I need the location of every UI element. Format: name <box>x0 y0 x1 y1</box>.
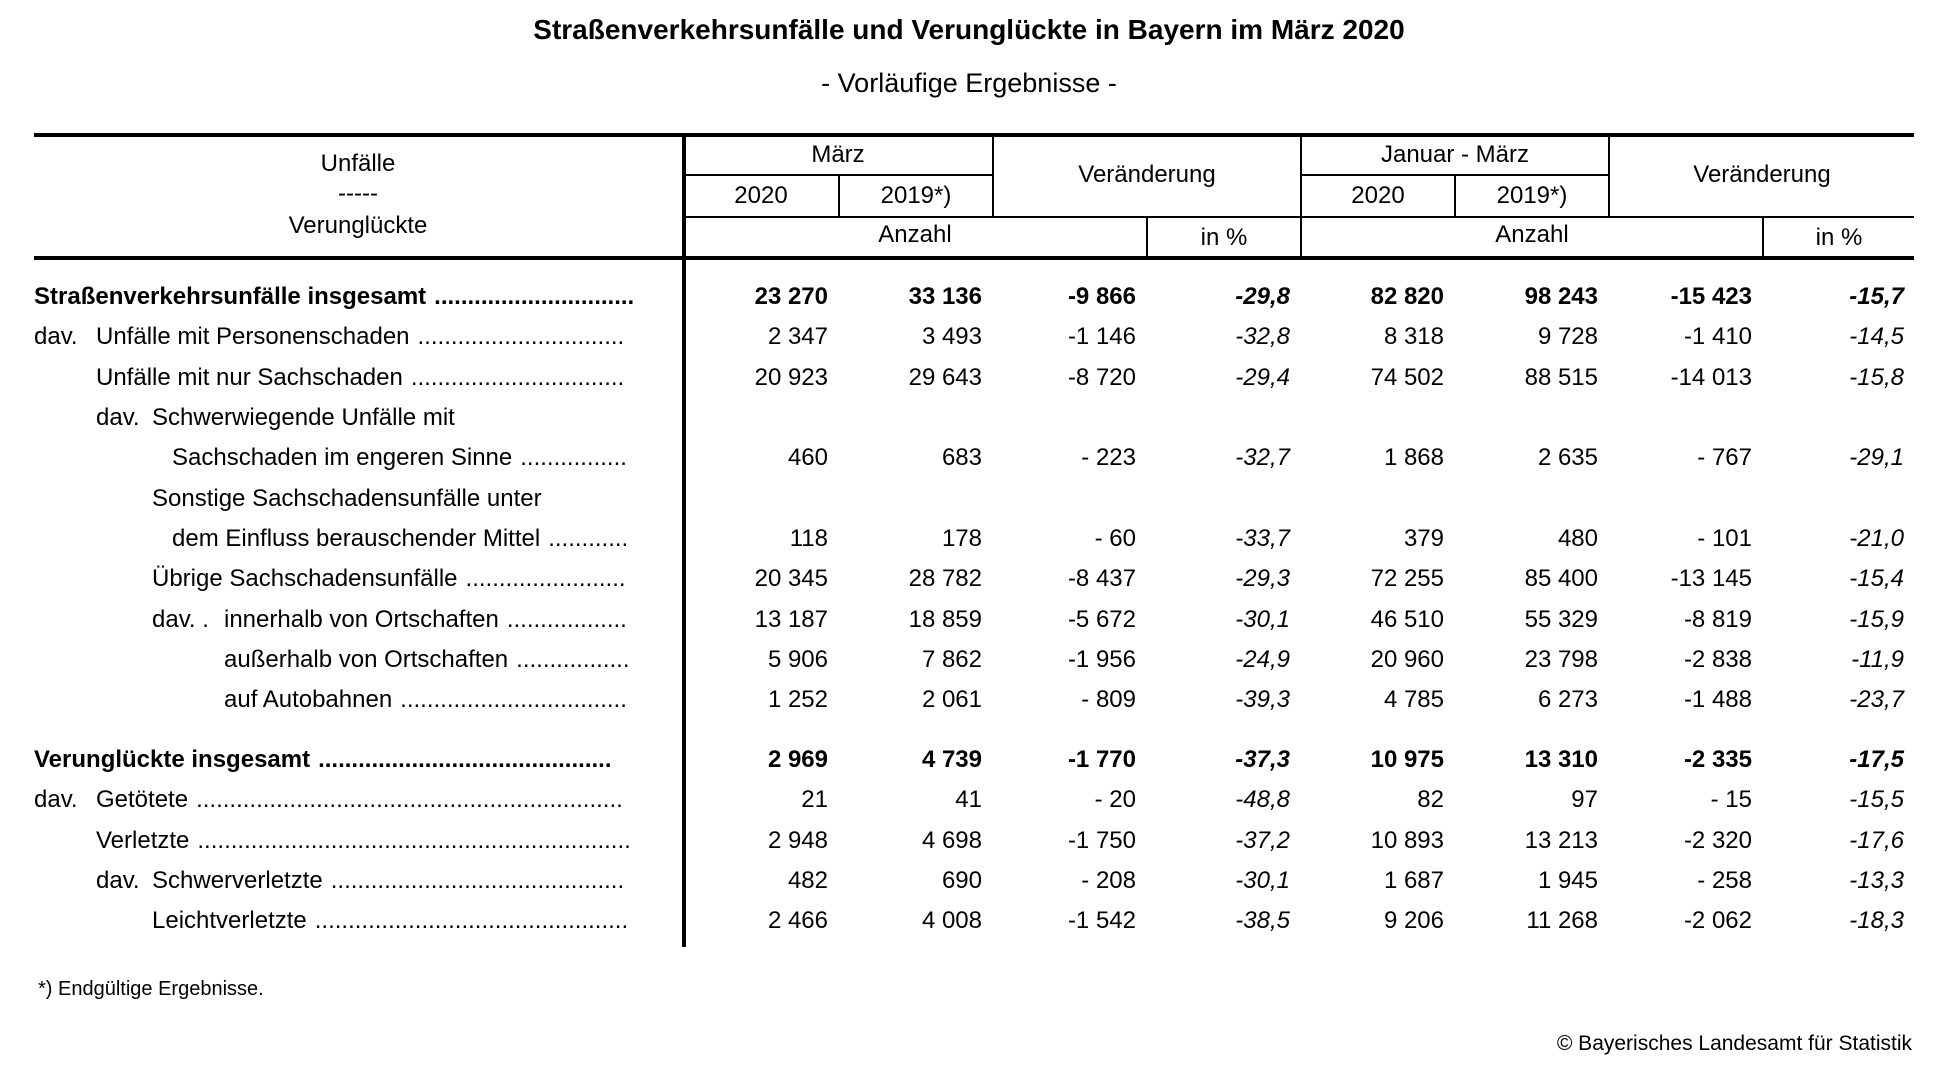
row-value: 8 318 <box>1383 323 1444 350</box>
row-value: 9 728 <box>1537 323 1598 350</box>
header-jan-2020: 2020 <box>1351 182 1405 209</box>
row-label <box>96 780 692 820</box>
row-label-text: Übrige Sachschadensunfälle <box>152 565 458 592</box>
row-value: -29,8 <box>1235 283 1290 310</box>
row-value: -1 410 <box>1683 323 1752 350</box>
row-label <box>152 861 692 901</box>
row-value: 18 859 <box>908 606 982 633</box>
row-value: -15,8 <box>1849 364 1904 391</box>
row-value: 1 868 <box>1383 444 1444 471</box>
row-value: 28 782 <box>908 565 982 592</box>
row-value: -1 146 <box>1067 323 1136 350</box>
row-value: 1 687 <box>1383 867 1444 894</box>
table-row <box>34 901 1914 941</box>
row-prefix: dav. <box>34 323 78 350</box>
row-prefix: dav. <box>96 404 140 431</box>
row-value: -38,5 <box>1235 907 1290 934</box>
row-value: -1 542 <box>1067 907 1136 934</box>
row-value: 482 <box>787 867 828 894</box>
row-label-text: Sachschaden im engeren Sinne <box>172 444 513 471</box>
row-value: 10 975 <box>1370 746 1444 773</box>
header-rule-years <box>684 216 1914 218</box>
row-label-text: dem Einfluss berauschender Mittel <box>172 525 541 552</box>
row-value: 29 643 <box>908 364 982 391</box>
row-value: 20 345 <box>754 565 828 592</box>
row-value: -15,5 <box>1849 786 1904 813</box>
row-value: -37,3 <box>1235 746 1290 773</box>
row-value: -8 720 <box>1067 364 1136 391</box>
row-value: 13 213 <box>1524 827 1598 854</box>
row-value: -14 013 <box>1670 364 1752 391</box>
row-label <box>172 519 692 559</box>
row-value: 11 268 <box>1526 907 1598 934</box>
row-value: -13,3 <box>1849 867 1904 894</box>
row-value: -48,8 <box>1235 786 1290 813</box>
row-value: 4 785 <box>1383 686 1444 713</box>
row-value: 9 206 <box>1383 907 1444 934</box>
row-value: - 20 <box>1094 786 1136 813</box>
row-value: 33 136 <box>908 283 982 310</box>
row-value: -30,1 <box>1235 867 1290 894</box>
row-value: 21 <box>801 786 828 813</box>
row-label-text: Getötete <box>96 786 189 813</box>
row-value: -2 062 <box>1683 907 1752 934</box>
table-row <box>34 740 1914 780</box>
row-value: -15 423 <box>1670 283 1752 310</box>
row-leader-dots: ............................................... <box>314 907 629 934</box>
page-subtitle: - Vorläufige Ergebnisse - <box>821 68 1117 98</box>
row-label <box>152 901 692 941</box>
header-maerz-2019: 2019*) <box>880 182 952 209</box>
row-value: -39,3 <box>1235 686 1290 713</box>
row-label-text: außerhalb von Ortschaften <box>224 646 509 673</box>
row-value: -24,9 <box>1235 646 1290 673</box>
row-label <box>152 559 692 599</box>
row-value: -1 956 <box>1067 646 1136 673</box>
row-value: 6 273 <box>1537 686 1598 713</box>
row-leader-dots: ............................................ <box>318 746 612 773</box>
row-value: -37,2 <box>1235 827 1290 854</box>
row-label <box>96 317 692 357</box>
row-value: -17,5 <box>1849 746 1904 773</box>
table-row <box>34 438 1914 478</box>
row-value: 2 466 <box>767 907 828 934</box>
row-leader-dots: .................................. <box>400 686 627 713</box>
footnote: *) Endgültige Ergebnisse. <box>38 978 264 1000</box>
row-leader-dots: ................ <box>520 444 627 471</box>
row-value: 1 252 <box>767 686 828 713</box>
row-label <box>96 358 692 398</box>
row-value: -8 437 <box>1067 565 1136 592</box>
header-jan-maerz: Januar - März <box>1380 141 1530 168</box>
row-value: -2 335 <box>1683 746 1752 773</box>
row-label <box>224 640 692 680</box>
row-value: -15,9 <box>1849 606 1904 633</box>
row-value: -14,5 <box>1849 323 1904 350</box>
row-value: - 101 <box>1697 525 1752 552</box>
header-change-maerz: Veränderung <box>1078 161 1216 188</box>
row-value: 20 923 <box>754 364 828 391</box>
table-row <box>34 640 1914 680</box>
row-value: 13 187 <box>754 606 828 633</box>
row-value: 4 739 <box>921 746 982 773</box>
row-value: 85 400 <box>1524 565 1598 592</box>
row-value: - 767 <box>1697 444 1752 471</box>
row-label-text: Verletzte <box>96 827 190 854</box>
row-value: - 809 <box>1081 686 1136 713</box>
row-value: -1 750 <box>1067 827 1136 854</box>
row-value: -9 866 <box>1067 283 1136 310</box>
row-leader-dots: ........................ <box>465 565 626 592</box>
row-label <box>172 438 692 478</box>
row-value: 690 <box>941 867 982 894</box>
table-top-rule <box>34 133 1914 137</box>
row-leader-dots: ................................................................ <box>196 786 623 813</box>
row-value: -33,7 <box>1235 525 1290 552</box>
row-value: -32,8 <box>1235 323 1290 350</box>
header-maerz-2020: 2020 <box>734 182 788 209</box>
row-value: 118 <box>789 525 828 552</box>
row-value: 97 <box>1571 786 1598 813</box>
row-label <box>152 479 692 519</box>
row-value: 74 502 <box>1370 364 1444 391</box>
row-value: - 15 <box>1710 786 1752 813</box>
row-value: 480 <box>1557 525 1598 552</box>
row-leader-dots: ................................................................. <box>197 827 631 854</box>
table-row <box>34 317 1914 357</box>
row-value: -30,1 <box>1235 606 1290 633</box>
row-value: 98 243 <box>1524 283 1598 310</box>
row-value: 55 329 <box>1524 606 1598 633</box>
row-value: 2 061 <box>921 686 982 713</box>
row-prefix: dav. <box>34 786 78 813</box>
row-leader-dots: ............................... <box>417 323 625 350</box>
table-row <box>34 821 1914 861</box>
row-label <box>34 740 692 780</box>
header-anzahl-maerz: Anzahl <box>878 221 952 248</box>
row-leader-dots: ............ <box>548 525 629 552</box>
row-value: 20 960 <box>1370 646 1444 673</box>
row-value: 82 820 <box>1370 283 1444 310</box>
header-verunglueckte: Verunglückte <box>288 212 428 239</box>
row-value: 2 635 <box>1537 444 1598 471</box>
row-value: -21,0 <box>1849 525 1904 552</box>
row-leader-dots: ............................................ <box>330 867 625 894</box>
row-value: 460 <box>787 444 828 471</box>
header-unfaelle: Unfälle <box>320 150 396 177</box>
row-value: 82 <box>1417 786 1444 813</box>
row-value: -15,7 <box>1849 283 1904 310</box>
row-value: - 60 <box>1094 525 1136 552</box>
row-value: 379 <box>1403 525 1444 552</box>
table-row <box>34 680 1914 720</box>
table-row <box>34 780 1914 820</box>
row-value: -11,9 <box>1851 646 1904 673</box>
header-anzahl-jan: Anzahl <box>1495 221 1569 248</box>
header-bottom-rule <box>34 256 1914 260</box>
row-label-text: Unfälle mit Personenschaden <box>96 323 410 350</box>
header-jan-2019: 2019*) <box>1496 182 1568 209</box>
header-maerz: März <box>811 141 865 168</box>
row-value: - 223 <box>1081 444 1136 471</box>
header-change-jan: Veränderung <box>1693 161 1831 188</box>
table-row <box>34 559 1914 599</box>
row-prefix: dav. <box>96 867 140 894</box>
row-value: -13 145 <box>1670 565 1752 592</box>
row-label <box>152 398 692 438</box>
table-row <box>34 600 1914 640</box>
copyright: © Bayerisches Landesamt für Statistik <box>1556 1032 1912 1055</box>
row-value: - 258 <box>1697 867 1752 894</box>
table-row <box>34 519 1914 559</box>
header-separator: ----- <box>338 180 378 207</box>
row-value: -17,6 <box>1849 827 1904 854</box>
row-value: 88 515 <box>1524 364 1598 391</box>
row-value: 46 510 <box>1370 606 1444 633</box>
row-label-text: Sonstige Sachschadensunfälle unter <box>152 485 542 512</box>
row-leader-dots: ................................ <box>410 364 625 391</box>
row-label <box>34 277 692 317</box>
row-value: 3 493 <box>921 323 982 350</box>
page-title: Straßenverkehrsunfälle und Verunglückte in Bayern im März 2020 <box>533 14 1405 45</box>
row-value: 23 798 <box>1524 646 1598 673</box>
row-value: -2 838 <box>1683 646 1752 673</box>
row-value: 1 945 <box>1537 867 1598 894</box>
row-value: 10 893 <box>1370 827 1444 854</box>
row-label-text: innerhalb von Ortschaften <box>224 606 499 633</box>
row-leader-dots: .............................. <box>434 283 635 310</box>
row-value: -8 819 <box>1683 606 1752 633</box>
row-label-text: Unfälle mit nur Sachschaden <box>96 364 403 391</box>
row-value: -5 672 <box>1067 606 1136 633</box>
row-value: 2 969 <box>767 746 828 773</box>
row-label-text: Schwerwiegende Unfälle mit <box>152 404 455 431</box>
row-prefix: dav. . <box>152 606 209 633</box>
row-value: 41 <box>955 786 982 813</box>
row-value: -1 488 <box>1683 686 1752 713</box>
row-label-text: Schwerverletzte <box>152 867 323 894</box>
row-value: -32,7 <box>1235 444 1290 471</box>
row-value: 4 698 <box>921 827 982 854</box>
row-value: -29,4 <box>1235 364 1290 391</box>
row-value: 13 310 <box>1524 746 1598 773</box>
row-value: 178 <box>941 525 982 552</box>
header-pct-jan: in % <box>1815 224 1863 251</box>
row-value: 683 <box>941 444 982 471</box>
row-value: 72 255 <box>1370 565 1444 592</box>
table-row <box>34 861 1914 901</box>
row-value: -1 770 <box>1067 746 1136 773</box>
table-row <box>34 398 1914 438</box>
row-value: 2 347 <box>767 323 828 350</box>
row-label <box>224 600 692 640</box>
row-value: - 208 <box>1081 867 1136 894</box>
row-value: 7 862 <box>921 646 982 673</box>
row-value: 4 008 <box>921 907 982 934</box>
row-value: 5 906 <box>767 646 828 673</box>
row-leader-dots: .................. <box>506 606 627 633</box>
table-row <box>34 277 1914 317</box>
row-leader-dots: ................. <box>516 646 630 673</box>
row-label-text: Verunglückte insgesamt <box>34 746 311 773</box>
table-row <box>34 358 1914 398</box>
table-row <box>34 479 1914 519</box>
row-label-text: Leichtverletzte <box>152 907 307 934</box>
row-label-text: Straßenverkehrsunfälle insgesamt <box>34 283 427 310</box>
row-value: -18,3 <box>1849 907 1904 934</box>
row-label <box>96 821 692 861</box>
row-value: -15,4 <box>1849 565 1904 592</box>
row-label-text: auf Autobahnen <box>224 686 393 713</box>
row-value: -29,1 <box>1849 444 1904 471</box>
row-value: 2 948 <box>767 827 828 854</box>
row-value: -2 320 <box>1683 827 1752 854</box>
row-value: 23 270 <box>754 283 828 310</box>
row-value: -23,7 <box>1849 686 1904 713</box>
header-pct-maerz: in % <box>1200 224 1248 251</box>
row-label <box>224 680 692 720</box>
row-value: -29,3 <box>1235 565 1290 592</box>
